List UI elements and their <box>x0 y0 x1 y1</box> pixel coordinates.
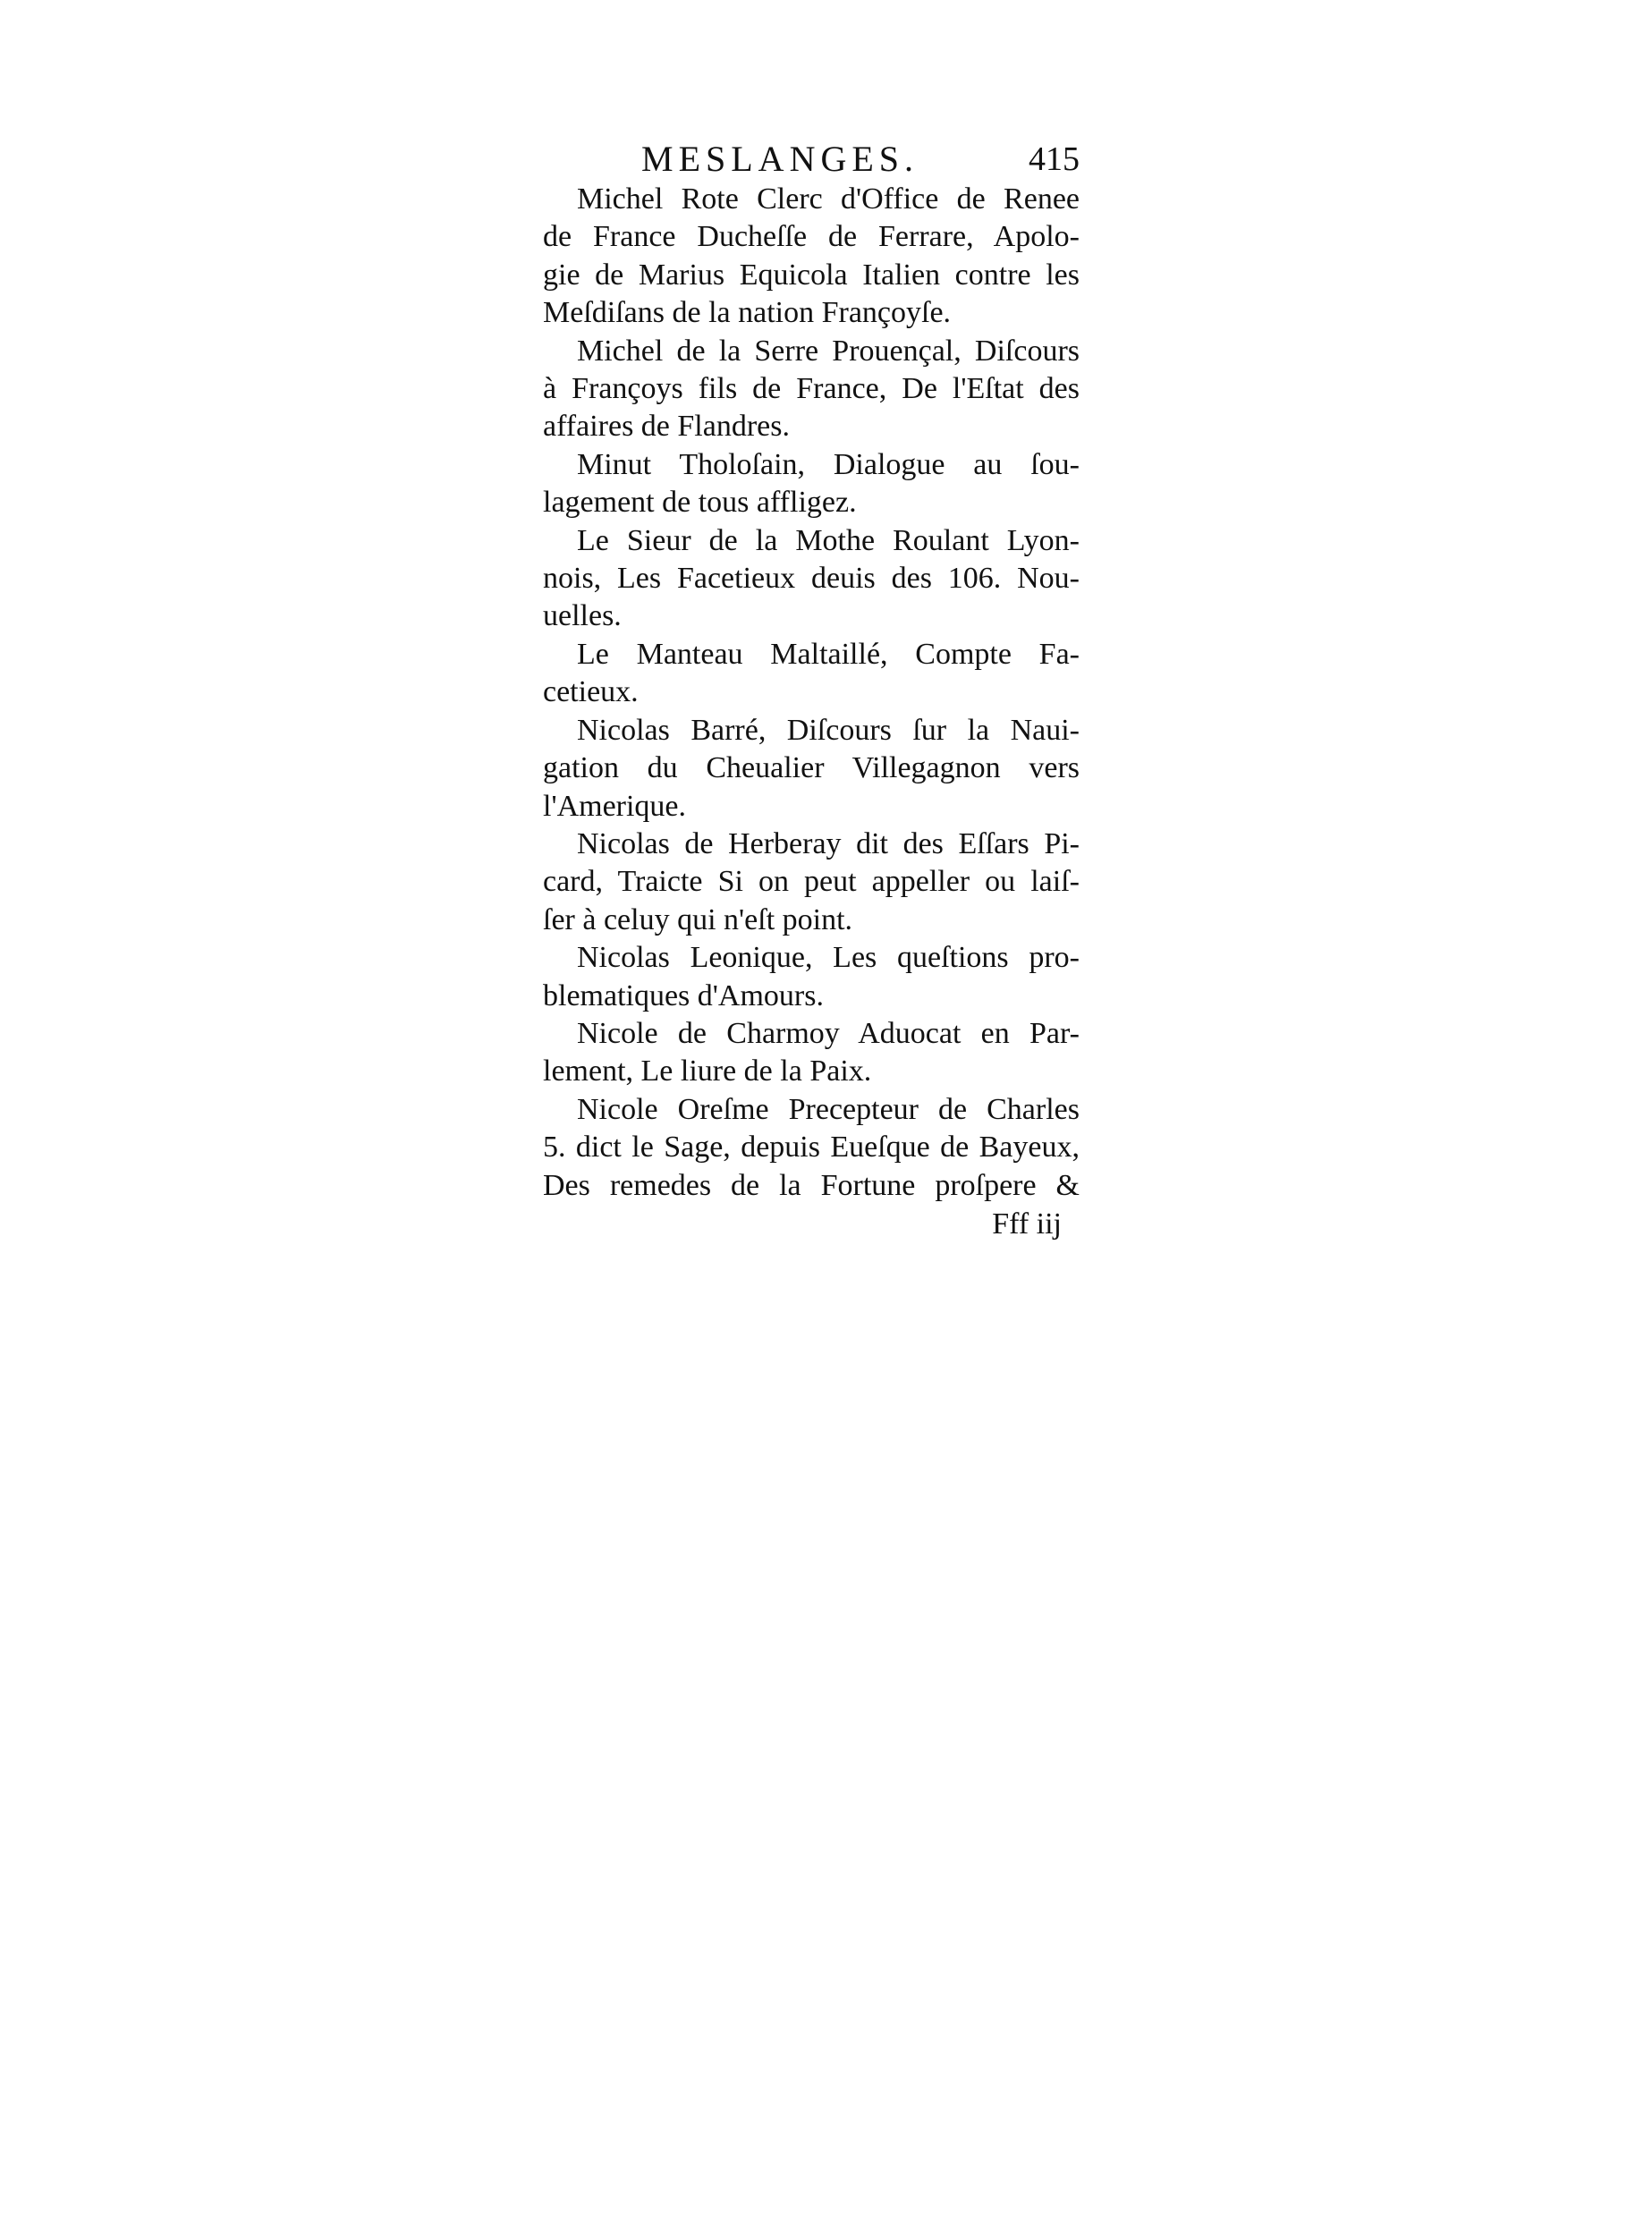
page-header <box>543 134 1080 181</box>
entry-line: ſer à celuy qui n'eſt point. <box>543 902 853 936</box>
page-footer <box>543 1205 1080 1244</box>
entry-line: Nicolas Barré, Diſcours ſur la Naui- <box>577 713 1080 747</box>
entry-sieur-de-la-mothe <box>543 522 1080 636</box>
entry-line: lagement de tous affligez. <box>543 486 857 520</box>
entry-michel-de-la-serre <box>543 333 1080 446</box>
entry-line: Michel de la Serre Prouençal, Diſcours <box>577 334 1080 368</box>
signature-mark: Fff iij <box>992 1207 1062 1241</box>
entry-line: blematiques d'Amours. <box>543 978 824 1012</box>
running-head: MESLANGES. <box>641 139 919 179</box>
entry-line: Le Sieur de la Mothe Roulant Lyon- <box>577 523 1080 557</box>
entry-michel-rote <box>543 181 1080 333</box>
page-number: 415 <box>1029 140 1080 178</box>
entry-line: nois, Les Facetieux deuis des 106. Nou- <box>543 562 1080 596</box>
entry-nicolas-leonique <box>543 939 1080 1015</box>
entry-line: gie de Marius Equicola Italien contre les <box>543 258 1080 292</box>
entry-manteau-maltaille <box>543 636 1080 712</box>
entry-line: Minut Tholoſain, Dialogue au ſou- <box>577 447 1080 481</box>
entry-line: uelles. <box>543 599 622 633</box>
entry-line: lement, Le liure de la Paix. <box>543 1054 872 1088</box>
entry-line: l'Amerique. <box>543 789 687 823</box>
entry-line: card, Traicte Si on peut appeller ou laiſ- <box>543 865 1080 899</box>
entry-line: Des remedes de la Fortune proſpere & <box>543 1168 1080 1202</box>
entry-line: de France Ducheſſe de Ferrare, Apolo- <box>543 220 1080 254</box>
entry-line: affaires de Flandres. <box>543 410 790 444</box>
entry-line: Nicole de Charmoy Aduocat en Par- <box>577 1016 1080 1050</box>
entry-line: gation du Cheualier Villegagnon vers <box>543 751 1080 785</box>
entry-line: Michel Rote Clerc d'Office de Renee <box>577 182 1080 216</box>
entry-line: Le Manteau Maltaillé, Compte Fa- <box>577 637 1080 671</box>
entry-line: Meſdiſans de la nation Françoyſe. <box>543 296 952 330</box>
entry-line: Nicole Oreſme Precepteur de Charles <box>577 1092 1080 1126</box>
entry-nicole-oresme <box>543 1091 1080 1205</box>
entry-nicolas-barre <box>543 712 1080 826</box>
entry-line: Nicolas Leonique, Les queſtions pro- <box>577 941 1080 975</box>
entry-nicole-de-charmoy <box>543 1015 1080 1091</box>
text-block <box>543 134 1080 1244</box>
entry-line: Nicolas de Herberay dit des Eſſars Pi- <box>577 826 1080 860</box>
entry-line: cetieux. <box>543 675 639 709</box>
entry-nicolas-de-herberay <box>543 826 1080 939</box>
entry-line: 5. dict le Sage, depuis Eueſque de Bayeux, <box>543 1131 1080 1165</box>
entry-minut-tholosain <box>543 446 1080 522</box>
entry-line: à Françoys fils de France, De l'Eſtat des <box>543 372 1080 406</box>
